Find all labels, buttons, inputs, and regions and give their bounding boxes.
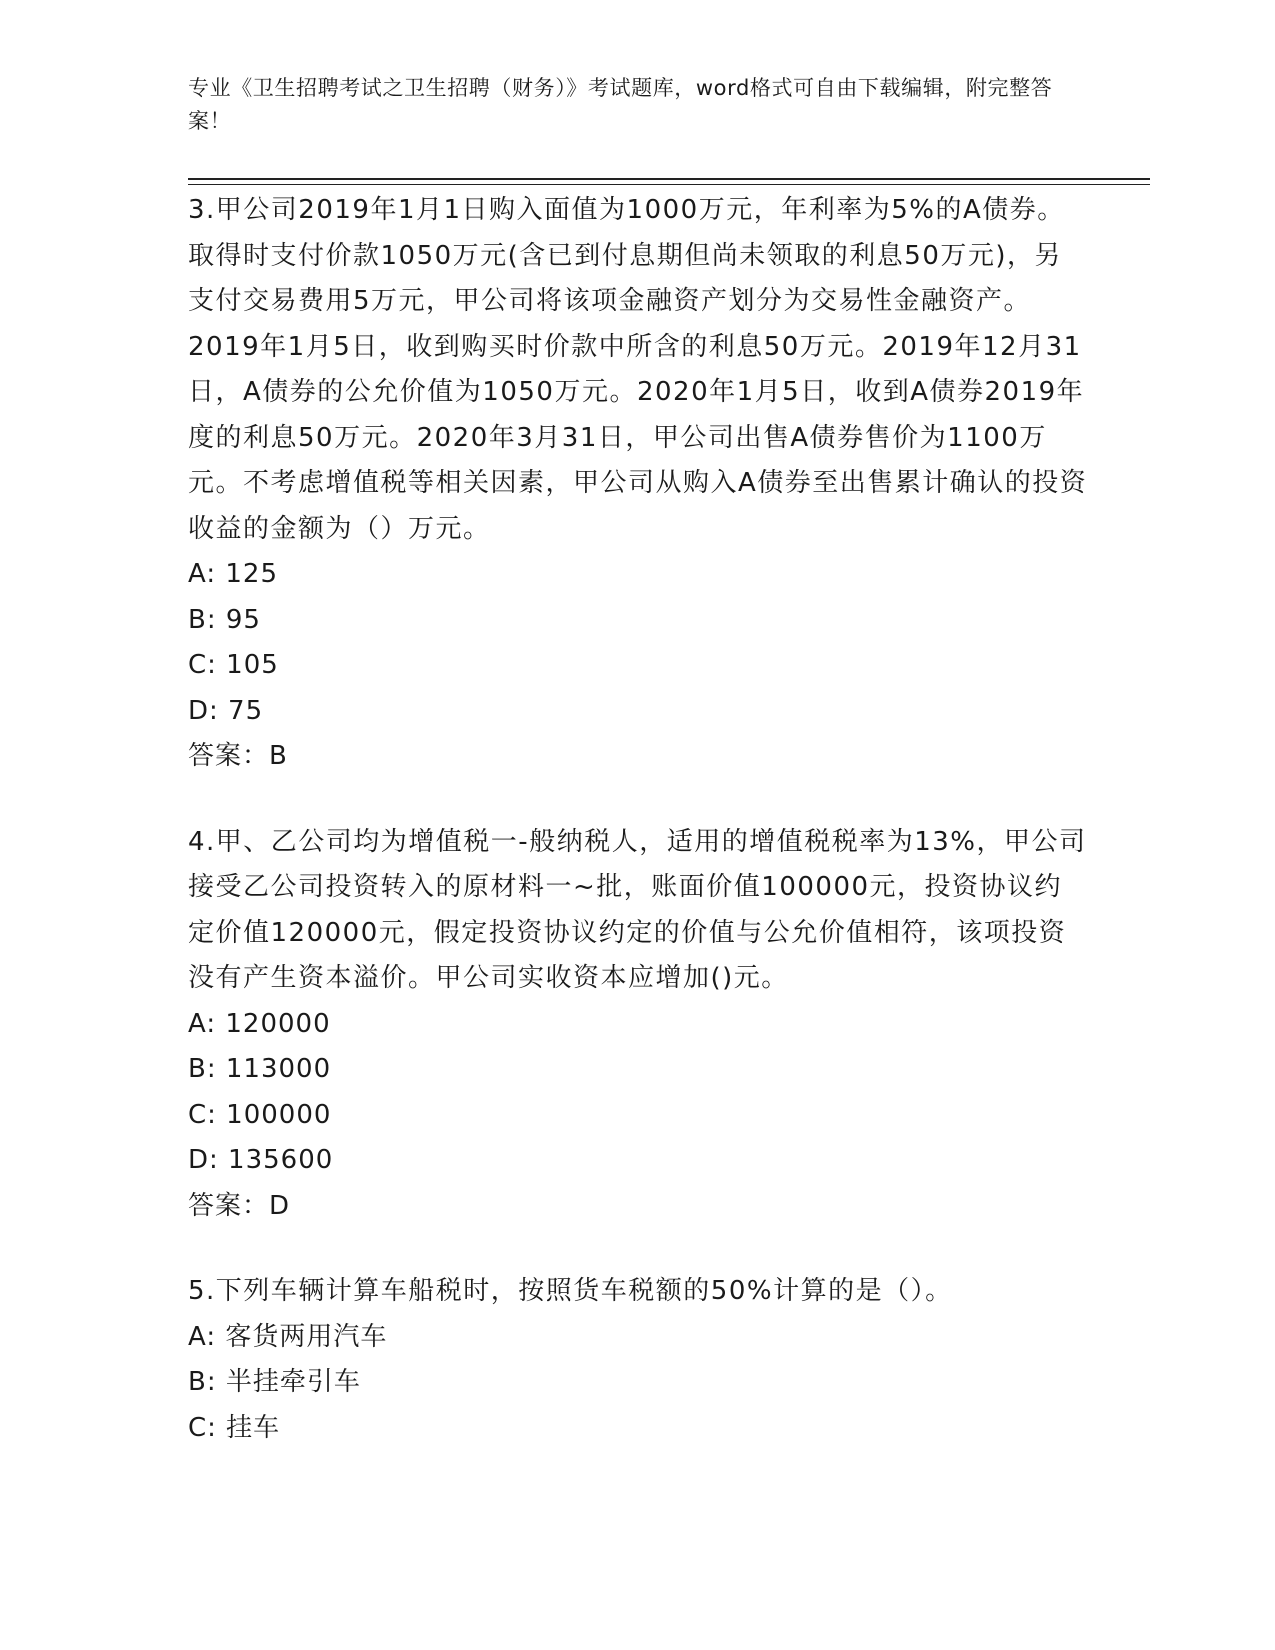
option-b: B: 95 xyxy=(188,604,261,635)
question-stem: 3.甲公司2019年1月1日购入面值为1000万元，年利率为5%的A债券。取得时支付价款1050万元(含已到付息期但尚未领取的利息50万元)，另支付交易费用5万元，甲公司将该项金融资产划分为交易性金融资产。2019年1月5日，收到购买时价款中所含的利息50万元。2019年12月31日，A债券的公允价值为1050万元。2020年1月5日，收到A债券2019年度的利息50万元。2020年3月31日，甲公司出售A债券售价为1100万元。不考虑增值税等相关因素，甲公司从购入A债券至出售累计确认的投资收益的金额为（）万元。 xyxy=(188,195,1088,544)
question-5 xyxy=(188,1269,1088,1451)
question-4 xyxy=(188,820,1088,1230)
question-stem: 5.下列车辆计算车船税时，按照货车税额的50%计算的是（）。 xyxy=(188,1276,953,1306)
option-c: C: 100000 xyxy=(188,1099,332,1130)
question-list xyxy=(188,188,1088,1451)
option-a: A: 120000 xyxy=(188,1008,331,1039)
option-d: D: 135600 xyxy=(188,1145,334,1175)
header-divider-thin xyxy=(188,184,1150,185)
answer: 答案：B xyxy=(188,741,288,771)
question-stem: 4.甲、乙公司均为增值税一-般纳税人，适用的增值税税率为13%，甲公司接受乙公司投资转入的原材料一~批，账面价值100000元，投资协议约定价值120000元，假定投资协议约定的价值与公允价值相符，该项投资没有产生资本溢价。甲公司实收资本应增加()元。 xyxy=(188,826,1087,993)
option-b: B: 半挂牵引车 xyxy=(188,1367,361,1397)
header-divider xyxy=(188,178,1150,180)
option-c: C: 挂车 xyxy=(188,1412,281,1443)
page-header: 专业《卫生招聘考试之卫生招聘（财务）》考试题库，word格式可自由下载编辑，附完整答案！ xyxy=(188,76,1053,133)
option-d: D: 75 xyxy=(188,695,264,726)
option-a: A: 125 xyxy=(188,559,278,589)
question-3 xyxy=(188,188,1088,780)
option-a: A: 客货两用汽车 xyxy=(188,1321,388,1352)
option-b: B: 113000 xyxy=(188,1054,332,1084)
option-c: C: 105 xyxy=(188,650,279,680)
answer: 答案：D xyxy=(188,1190,291,1221)
